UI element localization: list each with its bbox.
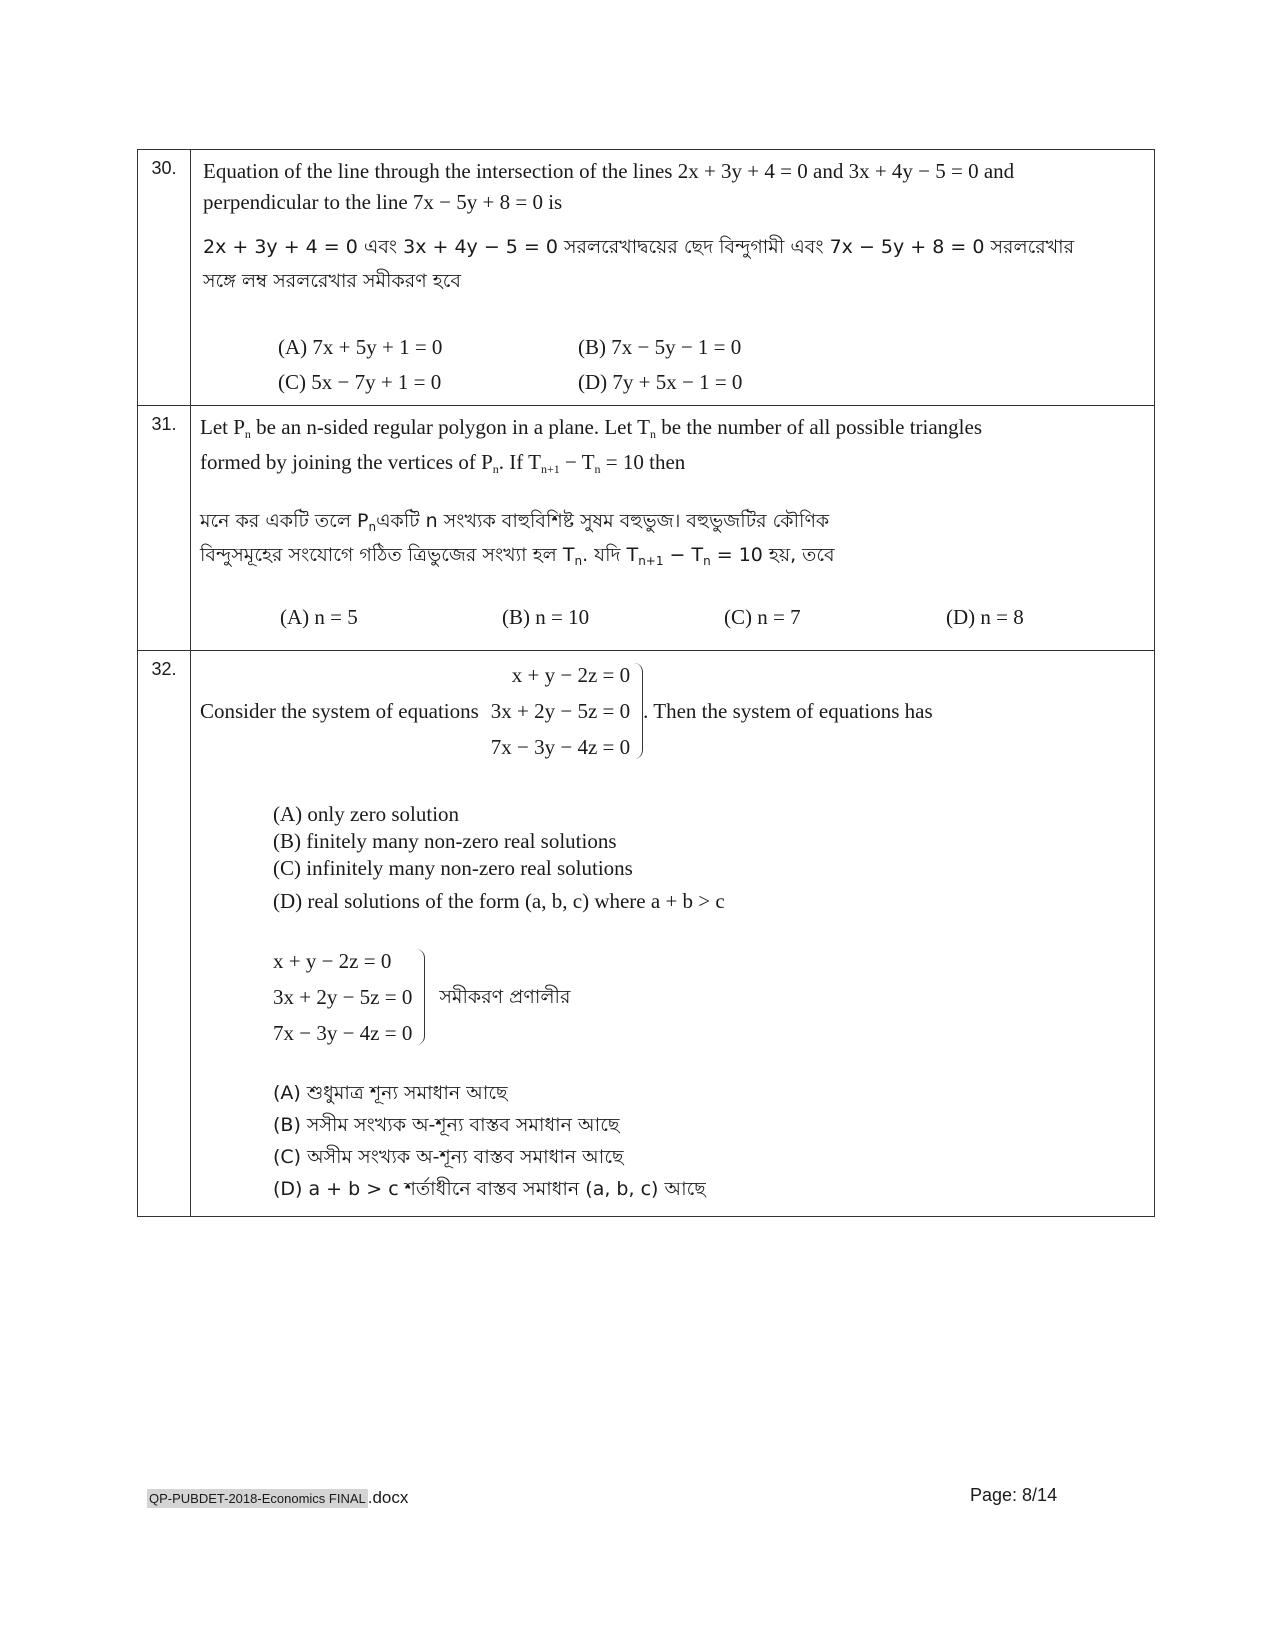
- page-number: Page: 8/14: [970, 1485, 1058, 1505]
- right-brace: [634, 663, 643, 759]
- equation-1: x + y − 2z = 0: [273, 949, 392, 973]
- option-d: (D) a + b > c শর্তাধীনে বাস্তব সমাধান (a, b, c) আছে: [273, 1178, 706, 1200]
- question-text-en-line1: Let $P_n$ be an n-sided regular polygon in a plane. Let $T_n$ be the number of all possible triangles: [200, 415, 983, 441]
- option-a: (A) n = 5: [280, 605, 358, 629]
- option-list-bn: [273, 1077, 1146, 1205]
- equation-system-en: [200, 657, 1146, 765]
- option-a: (A) শুধুমাত্র শূন্য সমাধান আছে: [273, 1082, 508, 1104]
- question-number: 30.: [138, 150, 191, 406]
- option-b: (B) finitely many non-zero real solutions: [273, 829, 617, 853]
- question-body: [191, 150, 1155, 406]
- option-d: (D) 7y + 5x − 1 = 0: [578, 370, 743, 394]
- system-tail-bn: সমীকরণ প্রণালীর: [439, 986, 571, 1008]
- option-b: (B) 7x − 5y − 1 = 0: [578, 335, 742, 359]
- equation-2: 3x + 2y − 5z = 0: [490, 699, 631, 723]
- question-body: [191, 406, 1155, 651]
- question-text-bn-line2: বিন্দুসমূহের সংযোগে গঠিত ত্রিভুজের সংখ্যা হল $T_n$. যদি $T_{n+1} - T_n = 10$ হয়, তবে: [200, 544, 835, 568]
- option-c: (C) infinitely many non-zero real solutions: [273, 856, 633, 880]
- option-c: (C) অসীম সংখ্যক অ-শূন্য বাস্তব সমাধান আছে: [273, 1146, 624, 1168]
- question-row-32: [138, 651, 1155, 1217]
- equation-system-bn: [273, 943, 1146, 1051]
- option-a: (A) only zero solution: [273, 802, 460, 826]
- question-text-en-line2: formed by joining the vertices of $P_n$. If $T_{n+1} - T_n = 10$ then: [200, 450, 686, 476]
- question-text-en-line1: Equation of the line through the intersection of the lines 2x + 3y + 4 = 0 and 3x + 4y − 5 = 0 and: [203, 159, 1015, 183]
- option-b: (B) n = 10: [502, 605, 590, 629]
- footer-filename: [147, 1488, 408, 1508]
- option-c: (C) n = 7: [724, 605, 801, 629]
- equation-3: 7x − 3y − 4z = 0: [490, 735, 631, 759]
- question-body: [191, 651, 1155, 1217]
- system-intro: Consider the system of equations: [200, 698, 479, 723]
- equation-stack: [273, 943, 412, 1051]
- question-text-bn-line1: মনে কর একটি তলে $P_nএকটি$ n সংখ্যক বাহুবিশিষ্ট সুষম বহুভুজ। বহুভুজটির কৌণিক: [200, 510, 830, 534]
- question-row-31: [138, 406, 1155, 651]
- question-text-bn-line2: সঙ্গে লম্ব সরলরেখার সমীকরণ হবে: [203, 270, 461, 292]
- right-brace: [416, 949, 425, 1045]
- question-text-en-line2: perpendicular to the line 7x − 5y + 8 = 0 is: [203, 190, 563, 214]
- system-tail: . Then the system of equations has: [643, 698, 933, 723]
- question-number: 32.: [138, 651, 191, 1217]
- filename-label: QP-PUBDET-2018-Economics FINAL: [149, 1491, 366, 1506]
- question-text-bn-line1: 2x + 3y + 4 = 0 এবং 3x + 4y − 5 = 0 সরলরেখাদ্বয়ের ছেদ বিন্দুগামী এবং 7x − 5y + 8 = 0 সরলরেখার: [203, 236, 1075, 258]
- option-grid: [278, 332, 1146, 398]
- filename-extension: .docx: [367, 1488, 409, 1507]
- option-list-en: [273, 801, 1146, 915]
- question-row-30: [138, 150, 1155, 406]
- equation-3: 7x − 3y − 4z = 0: [273, 1021, 413, 1045]
- question-number: 31.: [138, 406, 191, 651]
- question-table: [137, 149, 1155, 1217]
- equation-stack: [491, 657, 630, 765]
- option-b: (B) সসীম সংখ্যক অ-শূন্য বাস্তব সমাধান আছে: [273, 1114, 620, 1136]
- option-row: [280, 602, 1146, 633]
- equation-2: 3x + 2y − 5z = 0: [273, 985, 413, 1009]
- option-a: (A) 7x + 5y + 1 = 0: [278, 335, 443, 359]
- option-d: (D) n = 8: [946, 605, 1024, 629]
- option-d: (D) real solutions of the form (a, b, c) where a + b > c: [273, 889, 725, 913]
- option-c: (C) 5x − 7y + 1 = 0: [278, 370, 442, 394]
- equation-1: x + y − 2z = 0: [511, 663, 631, 687]
